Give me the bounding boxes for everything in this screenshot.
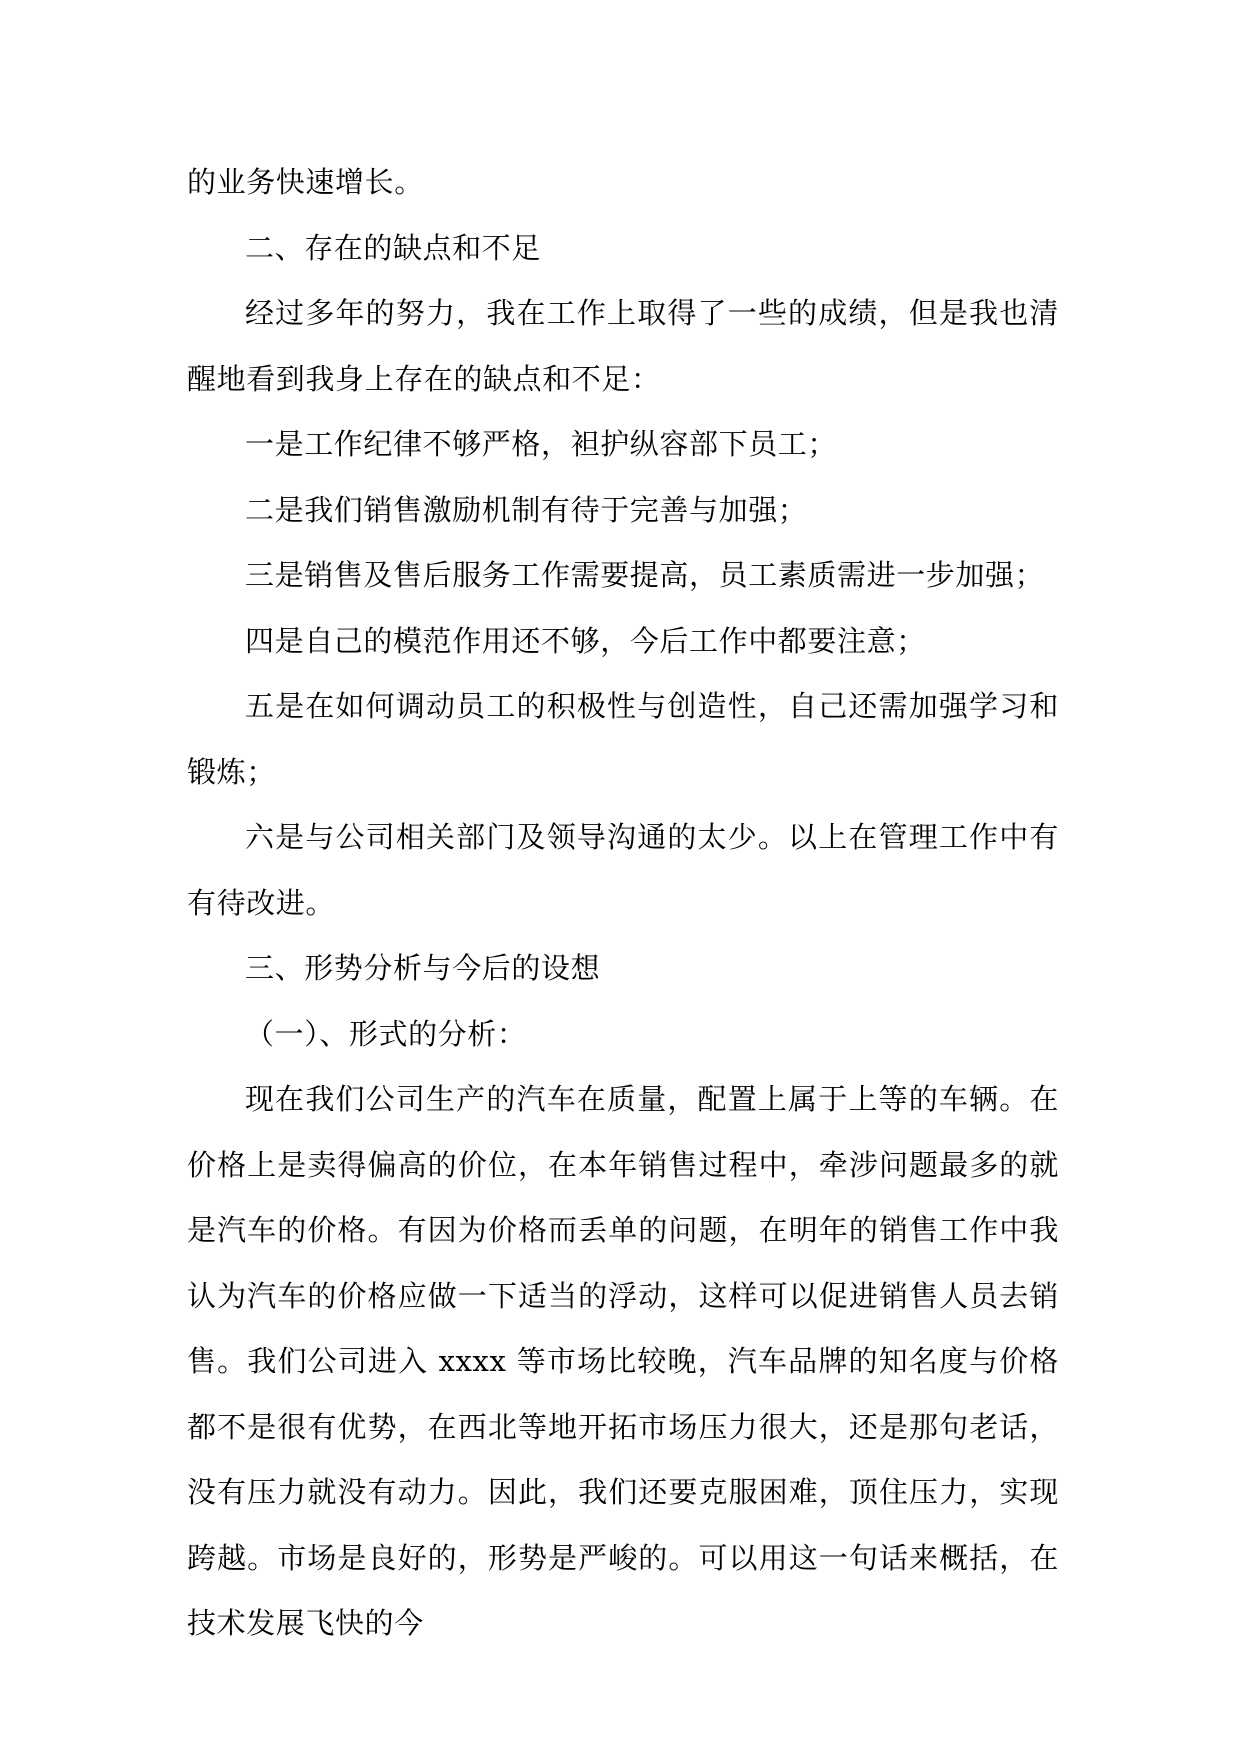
paragraph: 现在我们公司生产的汽车在质量，配置上属于上等的车辆。在价格上是卖得偏高的价位，在本年销售过程中，牵涉问题最多的就是汽车的价格。有因为价格而丢单的问题，在明年的销售工作中我认为汽车的价格应做一下适当的浮动，这样可以促进销售人员去销售。我们公司进入 xxxx 等市场比较晚，汽车品牌的知名度与价格都不是很有优势，在西北等地开拓市场压力很大，还是那句老话，没有压力就没有动力。因此，我们还要克服困难，顶住压力，实现跨越。市场是良好的，形势是严峻的。可以用这一句话来概括，在技术发展飞快的今 [187,1082,1059,1640]
document-body [187,150,1059,1657]
section-heading-analysis: 三、形势分析与今后的设想 [245,951,601,985]
subsection-heading: （一）、形式的分析： [245,1016,527,1051]
list-item: 二是我们销售激励机制有待于完善与加强； [245,492,808,527]
list-item: 五是在如何调动员工的积极性与创造性，自己还需加强学习和锻炼； [187,689,1059,789]
list-item: 四是自己的模范作用还不够，今后工作中都要注意； [245,623,926,658]
section-heading-shortcomings: 二、存在的缺点和不足 [245,230,542,265]
list-item: 一是工作纪律不够严格，袒护纵容部下员工； [245,427,838,461]
list-item: 三是销售及售后服务工作需要提高，员工素质需进一步加强； [245,558,1045,592]
paragraph: 的业务快速增长。 [187,165,424,199]
list-item: 六是与公司相关部门及领导沟通的太少。以上在管理工作中有有待改进。 [187,820,1059,920]
paragraph: 经过多年的努力，我在工作上取得了一些的成绩，但是我也清醒地看到我身上存在的缺点和不足： [187,296,1059,396]
